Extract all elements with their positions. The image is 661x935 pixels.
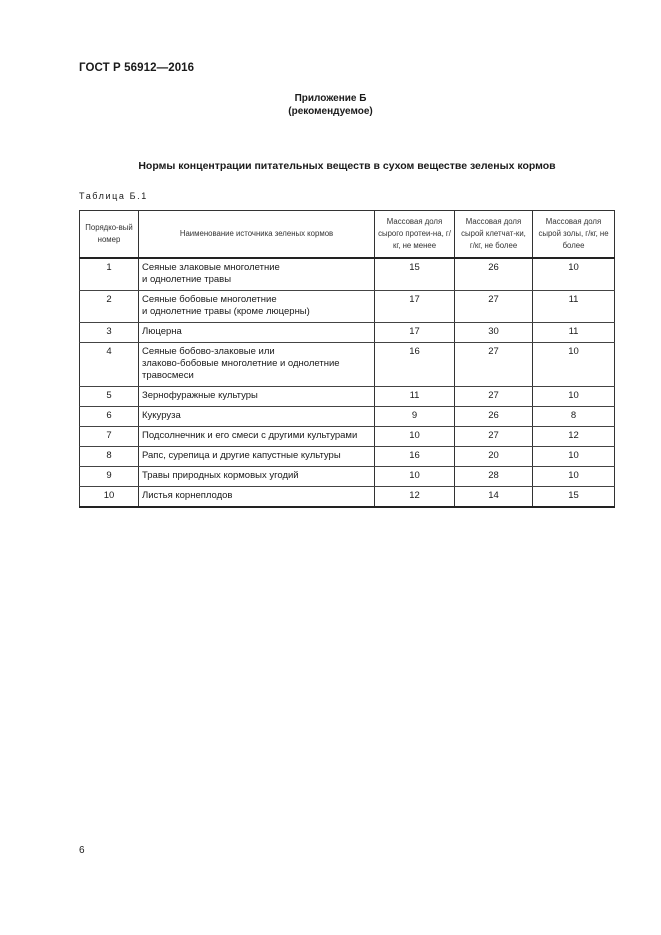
cell-order-number: 2	[80, 291, 139, 323]
cell-order-number: 10	[80, 487, 139, 508]
cell-fiber: 14	[455, 487, 533, 508]
cell-fiber: 27	[455, 427, 533, 447]
cell-order-number: 5	[80, 387, 139, 407]
page-number: 6	[79, 845, 85, 856]
cell-fiber: 30	[455, 323, 533, 343]
table-row	[80, 258, 615, 291]
cell-protein: 16	[375, 447, 455, 467]
table-row	[80, 387, 615, 407]
table-row	[80, 467, 615, 487]
header-ash: Массовая доля сырой золы, г/кг, не более	[533, 211, 615, 259]
cell-ash: 10	[533, 343, 615, 387]
source-name-line: и однолетние травы	[142, 274, 232, 285]
cell-protein: 9	[375, 407, 455, 427]
cell-fiber: 20	[455, 447, 533, 467]
cell-order-number: 9	[80, 467, 139, 487]
cell-ash: 11	[533, 291, 615, 323]
cell-fiber: 28	[455, 467, 533, 487]
table-row	[80, 291, 615, 323]
cell-protein: 15	[375, 258, 455, 291]
cell-fiber: 27	[455, 387, 533, 407]
cell-order-number: 1	[80, 258, 139, 291]
table-row	[80, 427, 615, 447]
cell-ash: 10	[533, 467, 615, 487]
appendix-subtitle: (рекомендуемое)	[288, 106, 373, 117]
cell-ash: 11	[533, 323, 615, 343]
source-name-line: и однолетние травы (кроме люцерны)	[142, 306, 310, 317]
source-name-line: травосмеси	[142, 370, 194, 381]
cell-order-number: 7	[80, 427, 139, 447]
source-name-line: Листья корнеплодов	[142, 490, 233, 501]
source-name-line: Сеяные злаковые многолетние	[142, 262, 280, 273]
header-fiber: Массовая доля сырой клетчат-ки, г/кг, не более	[455, 211, 533, 259]
cell-source-name	[139, 407, 375, 427]
table-row	[80, 407, 615, 427]
cell-fiber: 27	[455, 291, 533, 323]
header-source-name: Наименование источника зеленых кормов	[139, 211, 375, 259]
source-name-line: Сеяные бобово-злаковые или	[142, 346, 275, 357]
cell-source-name	[139, 258, 375, 291]
source-name-line: Сеяные бобовые многолетние	[142, 294, 277, 305]
appendix-title: Приложение Б	[294, 93, 367, 104]
cell-source-name	[139, 487, 375, 508]
source-name-line: Рапс, сурепица и другие капустные культуры	[142, 450, 341, 461]
cell-fiber: 26	[455, 258, 533, 291]
cell-fiber: 27	[455, 343, 533, 387]
source-name-line: Кукуруза	[142, 410, 181, 421]
cell-order-number: 3	[80, 323, 139, 343]
cell-protein: 16	[375, 343, 455, 387]
cell-source-name	[139, 291, 375, 323]
nutrient-norms-table	[79, 210, 615, 508]
document-code: ГОСТ Р 56912—2016	[79, 62, 195, 74]
header-protein: Массовая доля сырого протеи-на, г/кг, не менее	[375, 211, 455, 259]
cell-source-name	[139, 447, 375, 467]
table-header-row	[80, 211, 615, 259]
cell-protein: 11	[375, 387, 455, 407]
cell-ash: 10	[533, 447, 615, 467]
cell-source-name	[139, 467, 375, 487]
source-name-line: Люцерна	[142, 326, 182, 337]
table-label: Таблица Б.1	[79, 191, 148, 201]
source-name-line: Подсолнечник и его смеси с другими культурами	[142, 430, 358, 441]
table-row	[80, 323, 615, 343]
cell-ash: 8	[533, 407, 615, 427]
cell-source-name	[139, 323, 375, 343]
cell-protein: 10	[375, 427, 455, 447]
cell-order-number: 4	[80, 343, 139, 387]
table-row	[80, 447, 615, 467]
cell-protein: 17	[375, 323, 455, 343]
cell-order-number: 8	[80, 447, 139, 467]
cell-protein: 10	[375, 467, 455, 487]
cell-fiber: 26	[455, 407, 533, 427]
table-row	[80, 343, 615, 387]
cell-protein: 12	[375, 487, 455, 508]
source-name-line: злаково-бобовые многолетние и однолетние	[142, 358, 340, 369]
table-row	[80, 487, 615, 508]
cell-protein: 17	[375, 291, 455, 323]
cell-source-name	[139, 343, 375, 387]
header-order-number: Порядко-вый номер	[80, 211, 139, 259]
source-name-line: Травы природных кормовых угодий	[142, 470, 299, 481]
cell-source-name	[139, 427, 375, 447]
source-name-line: Зернофуражные культуры	[142, 390, 258, 401]
cell-source-name	[139, 387, 375, 407]
cell-ash: 15	[533, 487, 615, 508]
cell-ash: 10	[533, 258, 615, 291]
section-title: Нормы концентрации питательных веществ в сухом веществе зеленых кормов	[138, 160, 556, 172]
cell-ash: 12	[533, 427, 615, 447]
cell-order-number: 6	[80, 407, 139, 427]
cell-ash: 10	[533, 387, 615, 407]
